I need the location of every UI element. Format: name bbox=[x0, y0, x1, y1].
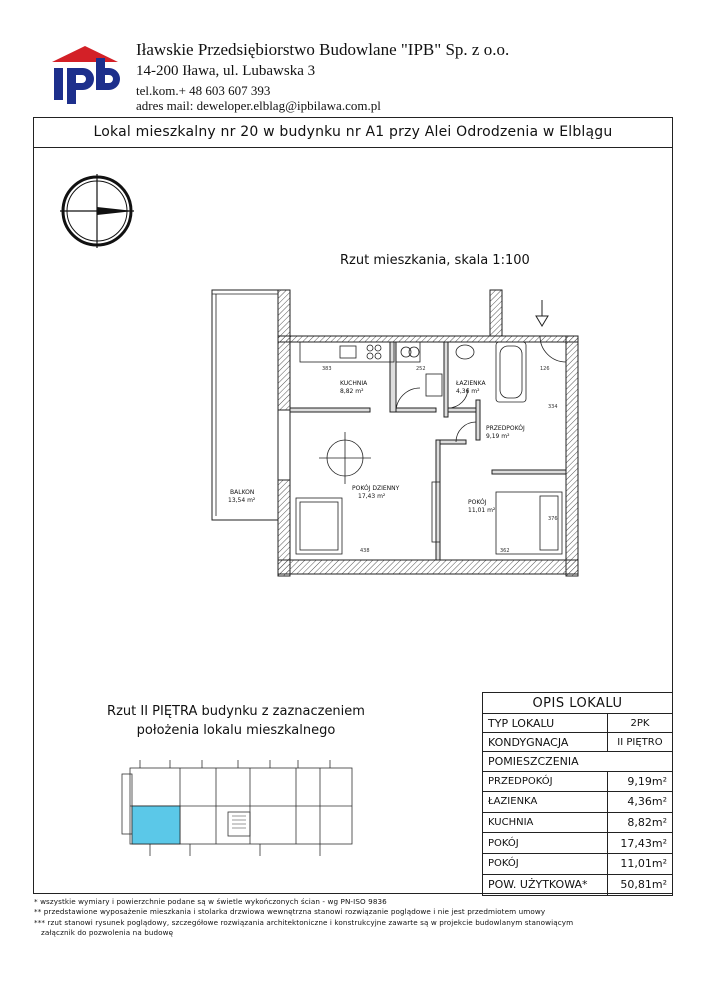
north-arrow-icon bbox=[58, 172, 136, 250]
kondygnacja-label: KONDYGNACJA bbox=[483, 733, 608, 752]
footnote: * wszystkie wymiary i powierzchnie podane są w świetle wykończonych ścian - wg PN-ISO 9836 bbox=[34, 897, 387, 906]
room-name: KUCHNIA bbox=[483, 812, 608, 833]
company-name: Iławskie Przedsiębiorstwo Budowlane "IPB" Sp. z o.o. bbox=[136, 40, 510, 59]
typ-value: 2PK bbox=[607, 714, 672, 733]
room-label-lazienka: ŁAZIENKA bbox=[456, 380, 486, 387]
table-row bbox=[483, 853, 673, 874]
table-row bbox=[483, 833, 673, 854]
room-area-balkon: 13,54 m² bbox=[228, 497, 256, 504]
dimension-label: 383 bbox=[322, 366, 332, 372]
dimension-label: 362 bbox=[500, 548, 510, 554]
floor-caption bbox=[96, 702, 376, 740]
room-label-pokoj-dzienny: POKÓJ DZIENNY bbox=[352, 485, 400, 492]
total-value: 50,81m² bbox=[607, 874, 672, 895]
room-name: ŁAZIENKA bbox=[483, 792, 608, 813]
balcony-area bbox=[212, 290, 278, 520]
room-area-lazienka: 4,36 m² bbox=[456, 388, 480, 395]
dimension-label: 438 bbox=[360, 548, 370, 554]
room-name: POKÓJ bbox=[483, 833, 608, 854]
room-area: 9,19m² bbox=[607, 771, 672, 792]
interior-walls bbox=[290, 342, 566, 560]
footnote: *** rzut stanowi rysunek poglądowy, szczegółowe rozwiązania architektoniczne i konstrukcyjne zawarte są w projekcie budowlanym stanowiącym bbox=[34, 917, 574, 927]
apartment-description-table bbox=[482, 692, 673, 896]
typ-label: TYP LOKALU bbox=[483, 714, 608, 733]
floor-caption-line2: położenia lokalu mieszkalnego bbox=[136, 723, 336, 738]
building-floor-plan bbox=[120, 752, 358, 864]
plan-caption: Rzut mieszkania, skala 1:100 bbox=[340, 253, 530, 268]
dimension-label: 126 bbox=[540, 366, 550, 372]
apartment-highlight bbox=[132, 806, 180, 844]
table-row bbox=[483, 771, 673, 792]
room-area: 8,82m² bbox=[607, 812, 672, 833]
door-swings bbox=[396, 336, 566, 442]
room-area-przedpokoj: 9,19 m² bbox=[486, 433, 510, 440]
company-phone: tel.kom.+ 48 603 607 393 bbox=[136, 83, 271, 98]
logo-letter-p bbox=[67, 68, 94, 104]
room-label-balkon: BALKON bbox=[230, 489, 255, 496]
room-area-kuchnia: 8,82 m² bbox=[340, 388, 364, 395]
dimension-label: 252 bbox=[416, 366, 426, 372]
room-area-pokoj: 11,01 m² bbox=[468, 507, 496, 514]
room-name: POKÓJ bbox=[483, 853, 608, 874]
table-row bbox=[483, 812, 673, 833]
room-label-pokoj: POKÓJ bbox=[468, 499, 487, 506]
table-header: OPIS LOKALU bbox=[483, 693, 673, 714]
entrance-arrow-icon bbox=[536, 316, 548, 326]
document-title: Lokal mieszkalny nr 20 w budynku nr A1 przy Alei Odrodzenia w Elblągu bbox=[33, 117, 673, 148]
floor-caption-line1: Rzut II PIĘTRA budynku z zaznaczeniem bbox=[107, 704, 365, 719]
room-name: PRZEDPOKÓJ bbox=[483, 771, 608, 792]
room-area-pokoj-dzienny: 17,43 m² bbox=[358, 493, 386, 500]
outer-walls bbox=[278, 290, 578, 576]
table-row bbox=[483, 792, 673, 813]
company-email: adres mail: deweloper.elblag@ipbilawa.com.pl bbox=[136, 98, 381, 113]
company-logo bbox=[48, 44, 122, 106]
dimension-label: 334 bbox=[548, 404, 558, 410]
bed bbox=[496, 492, 562, 554]
room-label-przedpokoj: PRZEDPOKÓJ bbox=[486, 425, 525, 432]
room-area: 11,01m² bbox=[607, 853, 672, 874]
room-label-kuchnia: KUCHNIA bbox=[340, 380, 368, 387]
footnotes bbox=[34, 897, 674, 939]
kondygnacja-value: II PIĘTRO bbox=[607, 733, 672, 752]
room-area: 17,43m² bbox=[607, 833, 672, 854]
total-label: POW. UŻYTKOWA* bbox=[483, 874, 608, 895]
dining-table bbox=[319, 432, 371, 484]
company-address: 14-200 Iława, ul. Lubawska 3 bbox=[136, 63, 316, 79]
pomieszczenia-label: POMIESZCZENIA bbox=[483, 752, 673, 771]
logo-letter-i bbox=[54, 68, 63, 100]
footnote: ** przedstawione wyposażenie mieszkania i stolarka drzwiowa wewnętrzna stanowi rozwiązanie poglądowe i nie jest przedmiotem umowy bbox=[34, 907, 546, 917]
kitchen-counter bbox=[300, 342, 420, 362]
room-area: 4,36m² bbox=[607, 792, 672, 813]
logo-letter-b bbox=[96, 58, 120, 90]
apartment-floor-plan bbox=[200, 280, 600, 580]
dimension-label: 376 bbox=[548, 516, 558, 522]
sofa bbox=[296, 498, 342, 554]
footnote: załącznik do pozwolenia na budowę bbox=[41, 928, 174, 938]
logo-roof-icon bbox=[52, 46, 118, 62]
